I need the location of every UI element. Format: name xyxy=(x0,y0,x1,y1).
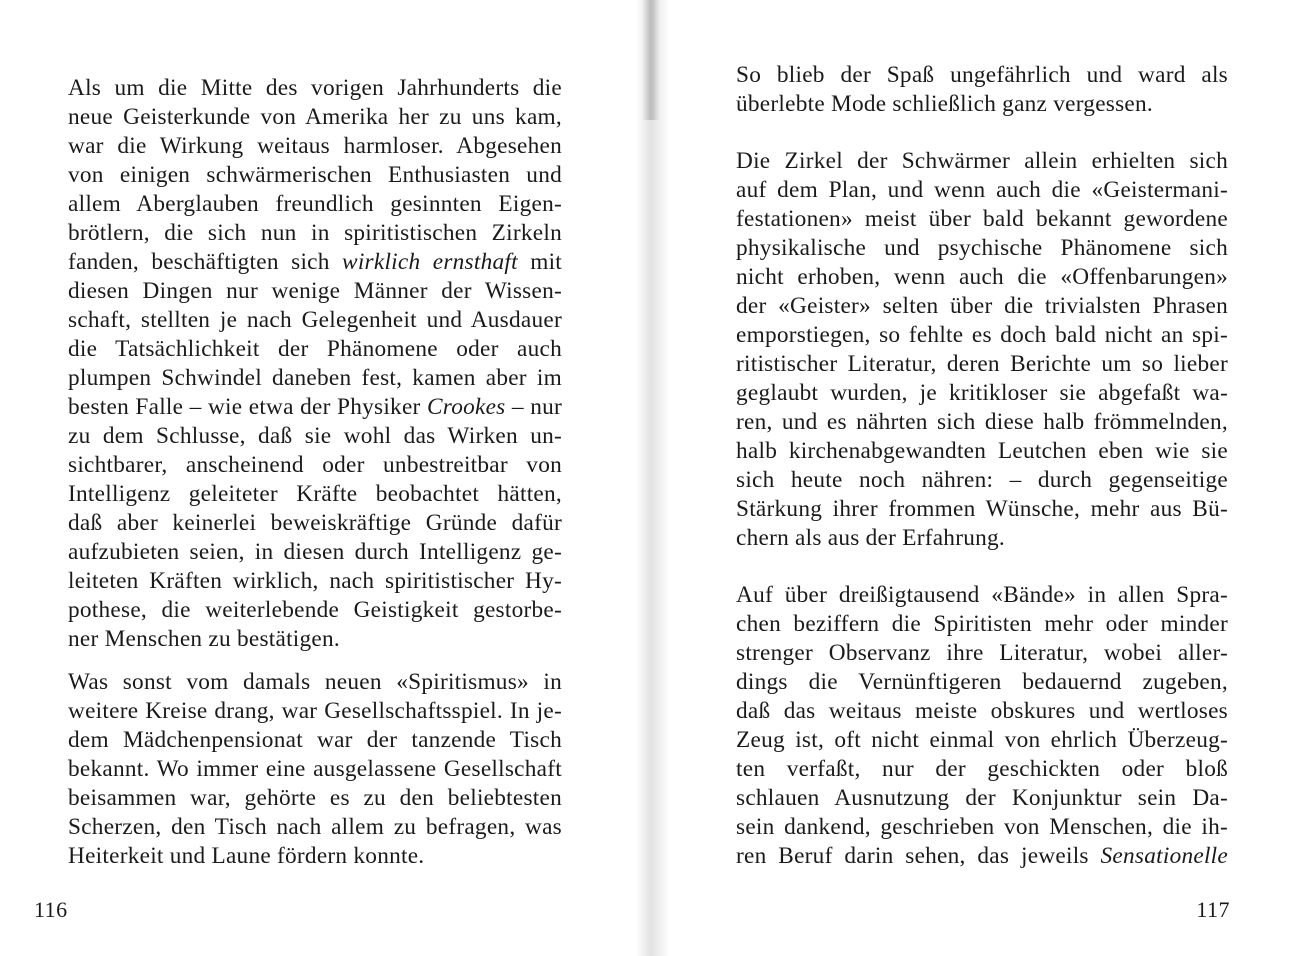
text-line: neue Geisterkunde von Amerika her zu uns kam, xyxy=(68,104,562,130)
text-line: war die Wirkung weitaus harmloser. Abgesehen xyxy=(68,133,562,159)
text-line: Scherzen, den Tisch nach allem zu befragen, was xyxy=(68,814,562,840)
text-line: sich heute noch nähren: – durch gegenseitige xyxy=(736,467,1228,493)
text-line-italic-sensationelle: ren Beruf darin sehen, das jeweils Sensationelle xyxy=(736,843,1228,869)
text-line: beisammen war, gehörte es zu den beliebtesten xyxy=(68,785,562,811)
right-page-text xyxy=(712,61,1228,871)
text-line: schaft, stellten je nach Gelegenheit und Ausdauer xyxy=(68,307,562,333)
text-line: auf dem Plan, und wenn auch die «Geistermani- xyxy=(736,177,1228,203)
text-line: diesen Dingen nur wenige Männer der Wissen- xyxy=(68,278,562,304)
text-line: festationen» meist über bald bekannt gewordene xyxy=(736,206,1228,232)
right-page xyxy=(712,0,1228,956)
book-gutter xyxy=(636,0,670,956)
text-line-italic-wirklich-ernsthaft: fanden, beschäftigten sich wirklich ernsthaft mit xyxy=(68,249,562,275)
text-line: chern als aus der Erfahrung. xyxy=(736,525,1005,551)
text-line: Stärkung ihrer frommen Wünsche, mehr aus Bü- xyxy=(736,496,1228,522)
text-line: brötlern, die sich nun in spiritistischen Zirkeln xyxy=(68,220,562,246)
italic-emphasis: Sensationelle xyxy=(1100,843,1228,869)
text-line: Auf über dreißigtausend «Bände» in allen Spra- xyxy=(736,582,1228,608)
text-line: Zeug ist, oft nicht einmal von ehrlich Überzeug- xyxy=(736,727,1228,753)
italic-emphasis: wirklich ernsthaft xyxy=(342,249,518,275)
text-line: ritistischer Literatur, deren Berichte um so lieber xyxy=(736,351,1228,377)
text-line: überlebte Mode schließlich ganz vergessen. xyxy=(736,91,1153,117)
text-line: dem Mädchenpensionat war der tanzende Tisch xyxy=(68,727,562,753)
text-line: weitere Kreise drang, war Gesellschaftsspiel. In je- xyxy=(68,698,562,724)
text-line: plumpen Schwindel daneben fest, kamen aber im xyxy=(68,365,562,391)
text-line-italic-crookes: besten Falle – wie etwa der Physiker Crookes – nur xyxy=(68,394,562,420)
page-number-right: 117 xyxy=(1196,897,1230,922)
text-line: Die Zirkel der Schwärmer allein erhielten sich xyxy=(736,148,1228,174)
text-line: Intelligenz geleiteter Kräfte beobachtet hätten, xyxy=(68,481,562,507)
text-line: emporstiegen, so fehlte es doch bald nicht an spi- xyxy=(736,322,1228,348)
text-line: nicht erhoben, wenn auch die «Offenbarungen» xyxy=(736,264,1228,290)
text-line: pothese, die weiterlebende Geistigkeit gestorbe- xyxy=(68,597,562,623)
text-line: halb kirchenabgewandten Leutchen eben wie sie xyxy=(736,438,1228,464)
text-line: ren, und es nährten sich diese halb frömmelnden, xyxy=(736,409,1228,435)
text-line: der «Geister» selten über die trivialsten Phrasen xyxy=(736,293,1228,319)
text-line: So blieb der Spaß ungefährlich und ward als xyxy=(736,62,1228,88)
text-line: von einigen schwärmerischen Enthusiasten und xyxy=(68,162,562,188)
text-line: allem Aberglauben freundlich gesinnten Eigen- xyxy=(68,191,562,217)
text-line: Was sonst vom damals neuen «Spiritismus» in xyxy=(68,669,562,695)
left-paragraph-2 xyxy=(44,668,562,871)
text-line: schlauen Ausnutzung der Konjunktur sein Da- xyxy=(736,785,1228,811)
text-line: zu dem Schlusse, daß sie wohl das Wirken un- xyxy=(68,423,562,449)
text-line: geglaubt wurden, je kritikloser sie abgefaßt wa- xyxy=(736,380,1228,406)
text-line: daß aber keinerlei beweiskräftige Gründe dafür xyxy=(68,510,562,536)
text-line: chen beziffern die Spiritisten mehr oder minder xyxy=(736,611,1228,637)
text-line: sein dankend, geschrieben von Menschen, die ih- xyxy=(736,814,1228,840)
italic-emphasis: Crookes xyxy=(426,394,506,420)
text-line: dings die Vernünftigeren bedauernd zugeben, xyxy=(736,669,1228,695)
right-paragraph-3 xyxy=(712,581,1228,871)
text-line: daß das weitaus meiste obskures und wertloses xyxy=(736,698,1228,724)
text-line: ner Menschen zu bestätigen. xyxy=(68,626,340,652)
left-page xyxy=(34,0,562,956)
text-line: sichtbarer, anscheinend oder unbestreitbar von xyxy=(68,452,562,478)
left-paragraph-1 xyxy=(44,74,562,654)
right-paragraph-2 xyxy=(712,147,1228,553)
text-line: ten verfaßt, nur der geschickten oder bloß xyxy=(736,756,1228,782)
text-line: physikalische und psychische Phänomene sich xyxy=(736,235,1228,261)
text-line: strenger Observanz ihre Literatur, wobei aller- xyxy=(736,640,1228,666)
text-line: Als um die Mitte des vorigen Jahrhunderts die xyxy=(68,75,562,101)
page-number-left: 116 xyxy=(34,897,68,922)
text-line: die Tatsächlichkeit der Phänomene oder auch xyxy=(68,336,562,362)
text-line: aufzubieten seien, in diesen durch Intelligenz ge- xyxy=(68,539,562,565)
text-line: Heiterkeit und Laune fördern konnte. xyxy=(68,843,425,869)
right-paragraph-1 xyxy=(712,61,1228,119)
text-line: leiteten Kräften wirklich, nach spiritistischer Hy- xyxy=(68,568,562,594)
left-page-text xyxy=(44,74,562,871)
text-line: bekannt. Wo immer eine ausgelassene Gesellschaft xyxy=(68,756,562,782)
